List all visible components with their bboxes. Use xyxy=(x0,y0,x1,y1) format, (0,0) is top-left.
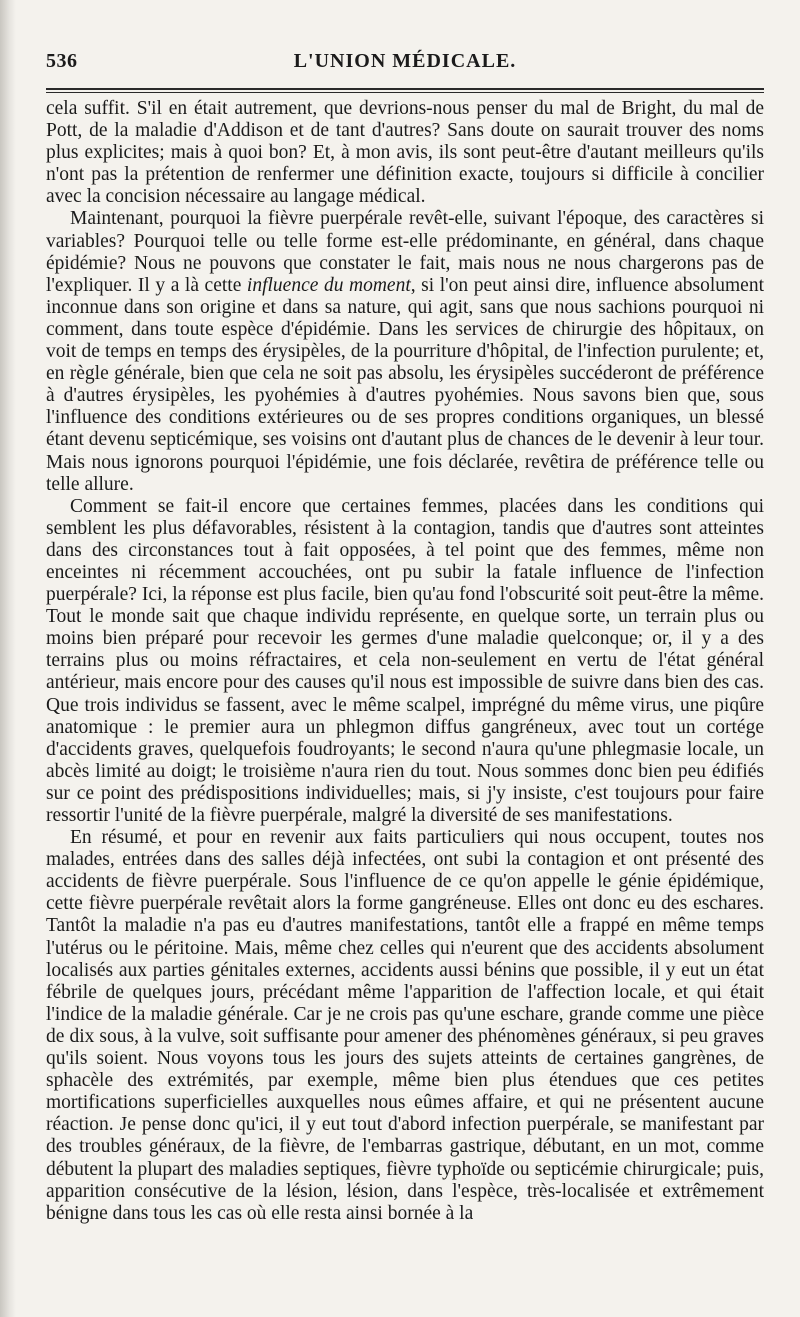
paragraph-2 xyxy=(46,208,764,495)
body-text xyxy=(46,98,764,1225)
header-rule xyxy=(46,88,764,93)
running-head: L'UNION MÉDICALE. xyxy=(293,50,517,72)
paragraph-4: En résumé, et pour en revenir aux faits particuliers qui nous occupent, toutes nos malades, entrées dans des salles déjà infectées, ont subi la contagion et ont présenté des accidents de fièvre puerpérale. Sous l'influence de ce qu'on appelle le génie épidémique, cette fièvre puerpérale revêtait alors la forme gangréneuse. Elles ont donc eu des eschares. Tantôt la maladie n'a pas eu d'autres manifestations, tantôt elle a frappé en même temps l'utérus ou le péritoine. Mais, même chez celles qui n'eurent que des accidents absolument localisés aux parties génitales externes, accidents aussi bénins que possible, il y eut un état fébrile de quelques jours, précédant même l'apparition de l'affection locale, et qui était l'indice de la maladie générale. Car je ne crois pas qu'une eschare, grande comme une pièce de dix sous, à la vulve, soit suffisante pour amener des phénomènes généraux, si peu graves qu'ils soient. Nous voyons tous les jours des sujets atteints de certaines gangrènes, de sphacèle des extrémités, par exemple, même bien plus étendues que ces petites mortifications superficielles auxquelles nous eûmes affaire, et qui ne présentent aucune réaction. Je pense donc qu'ici, il y eut tout d'abord infection puerpérale, se manifestant par des troubles généraux, de la fièvre, de l'embarras gastrique, débutant, en un mot, comme débutent la plupart des maladies septiques, fièvre typhoïde ou septicémie chirurgicale; puis, apparition consécutive de la lésion, lésion, dans l'espèce, très-localisée et extrêmement bénigne dans tous les cas où elle resta ainsi bornée à la xyxy=(46,827,764,1224)
paragraph-1: cela suffit. S'il en était autrement, que devrions-nous penser du mal de Bright, du mal de Pott, de la maladie d'Addison et de tant d'autres? Sans doute on saurait trouver des noms plus explicites; mais à quoi bon? Et, à mon avis, ils sont peut-être d'autant meilleurs qu'ils n'ont pas la prétention de renfermer une définition exacte, toujours si difficile à concilier avec la concision nécessaire au langage médical. xyxy=(46,98,764,208)
paragraph-2-part-b: , si l'on peut ainsi dire, influence absolument inconnue dans son origine et dans sa nature, qui agit, sans que nous sachions pourquoi ni comment, dans toute espèce d'épidémie. Dans les services de chirurgie des hôpitaux, on voit de temps en temps des érysipèles, de la pourriture d'hôpital, de l'infection purulente; et, en règle générale, bien que cela ne soit pas absolu, les érysipèles succéderont de préférence à d'autres érysipèles, les pyohémies à d'autres pyohémies. Nous savons bien que, sous l'influence des conditions extérieures ou de ses propres conditions organiques, un blessé étant devenu septicémique, ses voisins ont d'autant plus de chances de le devenir à leur tour. Mais nous ignorons pourquoi l'épidémie, une fois déclarée, revêtira de préférence telle ou telle allure. xyxy=(46,274,765,495)
paragraph-2-part-a: Maintenant, pourquoi la fièvre puerpérale revêt-elle, suivant l'époque, des caractères si variables? Pourquoi telle ou telle forme est-elle prédominante, en général, dans chaque épidémie? Nous ne pouvons que constater le fait, mais nous ne nous chargerons pas de l'expliquer. Il y a là cette xyxy=(46,208,764,296)
paragraph-3: Comment se fait-il encore que certaines femmes, placées dans les conditions qui semblent les plus défavorables, résistent à la contagion, tandis que d'autres sont atteintes dans des circonstances tout à fait opposées, à tel point que des femmes, même non enceintes ni récemment accouchées, ont pu subir la fatale influence de l'infection puerpérale? Ici, la réponse est plus facile, bien qu'au fond l'obscurité soit peut-être la même. Tout le monde sait que chaque individu représente, en quelque sorte, un terrain plus ou moins bien préparé pour recevoir les germes d'une maladie quelconque; or, il y a des terrains plus ou moins réfractaires, et cela non-seulement en vertu de l'état général antérieur, mais encore pour des causes qu'il nous est impossible de suivre dans bien des cas. Que trois individus se fassent, avec le même scalpel, imprégné du même virus, une piqûre anatomique : le premier aura un phlegmon diffus gangréneux, avec tout un cortége d'accidents graves, quelquefois foudroyants; le second n'aura qu'une phlegmasie locale, un abcès limité au doigt; le troisième n'aura rien du tout. Nous sommes donc bien peu édifiés sur ce point des prédispositions individuelles; mais, si j'y insiste, c'est toujours pour faire ressortir l'unité de la fièvre puerpérale, malgré la diversité de ses manifestations. xyxy=(46,495,764,826)
page-gutter-shadow xyxy=(0,0,16,1317)
italic-phrase: influence du moment xyxy=(246,274,411,296)
page-header xyxy=(46,50,764,80)
page-number: 536 xyxy=(46,50,78,72)
